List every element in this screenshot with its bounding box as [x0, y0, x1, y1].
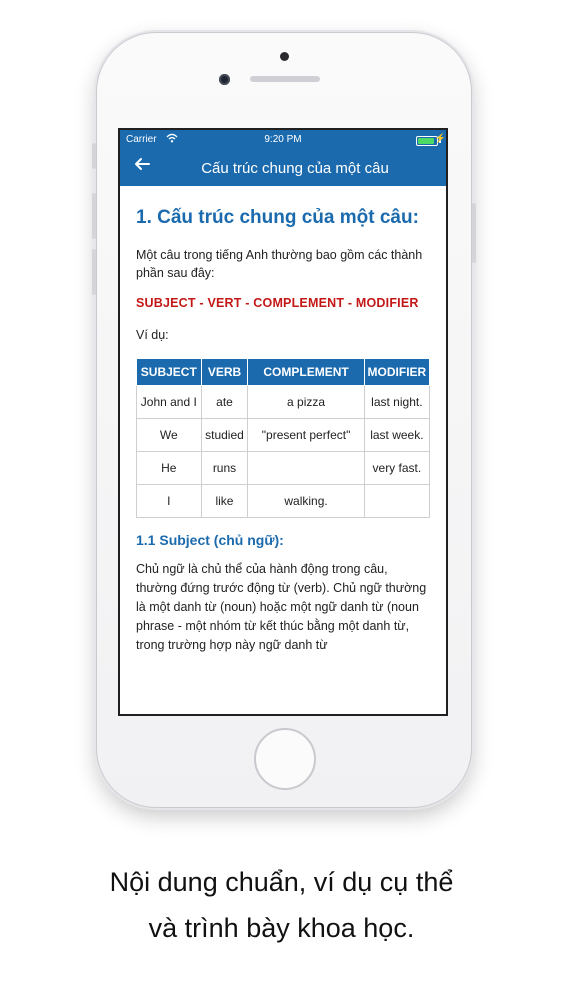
status-bar — [120, 130, 446, 150]
table-cell — [248, 452, 364, 485]
article-heading: 1. Cấu trúc chung của một câu: — [136, 207, 419, 228]
nav-title: Cấu trúc chung của một câu — [201, 160, 389, 177]
example-label: Ví dụ: — [136, 328, 169, 342]
header-complement: COMPLEMENT — [248, 359, 364, 386]
table-header-row — [137, 359, 430, 386]
status-time: 9:20 PM — [264, 134, 302, 145]
table-row — [137, 485, 430, 518]
table-cell: like — [201, 485, 248, 518]
section-subheading: 1.1 Subject (chủ ngữ): — [136, 532, 284, 548]
table-cell: We — [137, 419, 202, 452]
header-verb: VERB — [201, 359, 248, 386]
header-subject: SUBJECT — [137, 359, 202, 386]
phone-screen — [118, 128, 448, 716]
article-content[interactable] — [120, 186, 446, 655]
sentence-formula: SUBJECT - VERT - COMPLEMENT - MODIFIER — [136, 296, 419, 310]
volume-up-button — [92, 193, 96, 239]
table-row — [137, 386, 430, 419]
table-cell: a pizza — [248, 386, 364, 419]
charging-icon: ⚡ — [434, 133, 446, 143]
table-cell: last night. — [364, 386, 429, 419]
table-cell: John and I — [137, 386, 202, 419]
table-row — [137, 452, 430, 485]
home-button[interactable] — [254, 728, 316, 790]
table-cell: last week. — [364, 419, 429, 452]
table-cell: runs — [201, 452, 248, 485]
mute-switch — [92, 143, 96, 169]
nav-bar — [120, 150, 446, 186]
table-cell: very fast. — [364, 452, 429, 485]
table-cell — [364, 485, 429, 518]
table-cell: studied — [201, 419, 248, 452]
table-cell: He — [137, 452, 202, 485]
table-cell: "present perfect" — [248, 419, 364, 452]
carrier-label: Carrier — [126, 134, 157, 145]
power-button — [472, 203, 476, 263]
caption-line-2: và trình bày khoa học. — [148, 913, 415, 943]
example-table — [136, 358, 430, 518]
table-cell: ate — [201, 386, 248, 419]
body-text: Chủ ngữ là chủ thể của hành động trong câu, thường đứng trước động từ (verb). Chủ ngữ thường là một danh từ (noun) hoặc một ngữ danh từ (noun phrase - một nhóm từ kết thúc bằng một danh từ, trong trường hợp này ngữ danh từ — [136, 562, 427, 652]
caption-line-1: Nội dung chuẩn, ví dụ cụ thể — [109, 867, 454, 897]
volume-down-button — [92, 249, 96, 295]
table-cell: I — [137, 485, 202, 518]
front-camera-icon — [219, 74, 230, 85]
table-row — [137, 419, 430, 452]
intro-text: Một câu trong tiếng Anh thường bao gồm các thành phần sau đây: — [136, 248, 423, 280]
header-modifier: MODIFIER — [364, 359, 429, 386]
earpiece-speaker — [250, 76, 320, 82]
table-cell: walking. — [248, 485, 364, 518]
front-sensor — [280, 52, 289, 61]
